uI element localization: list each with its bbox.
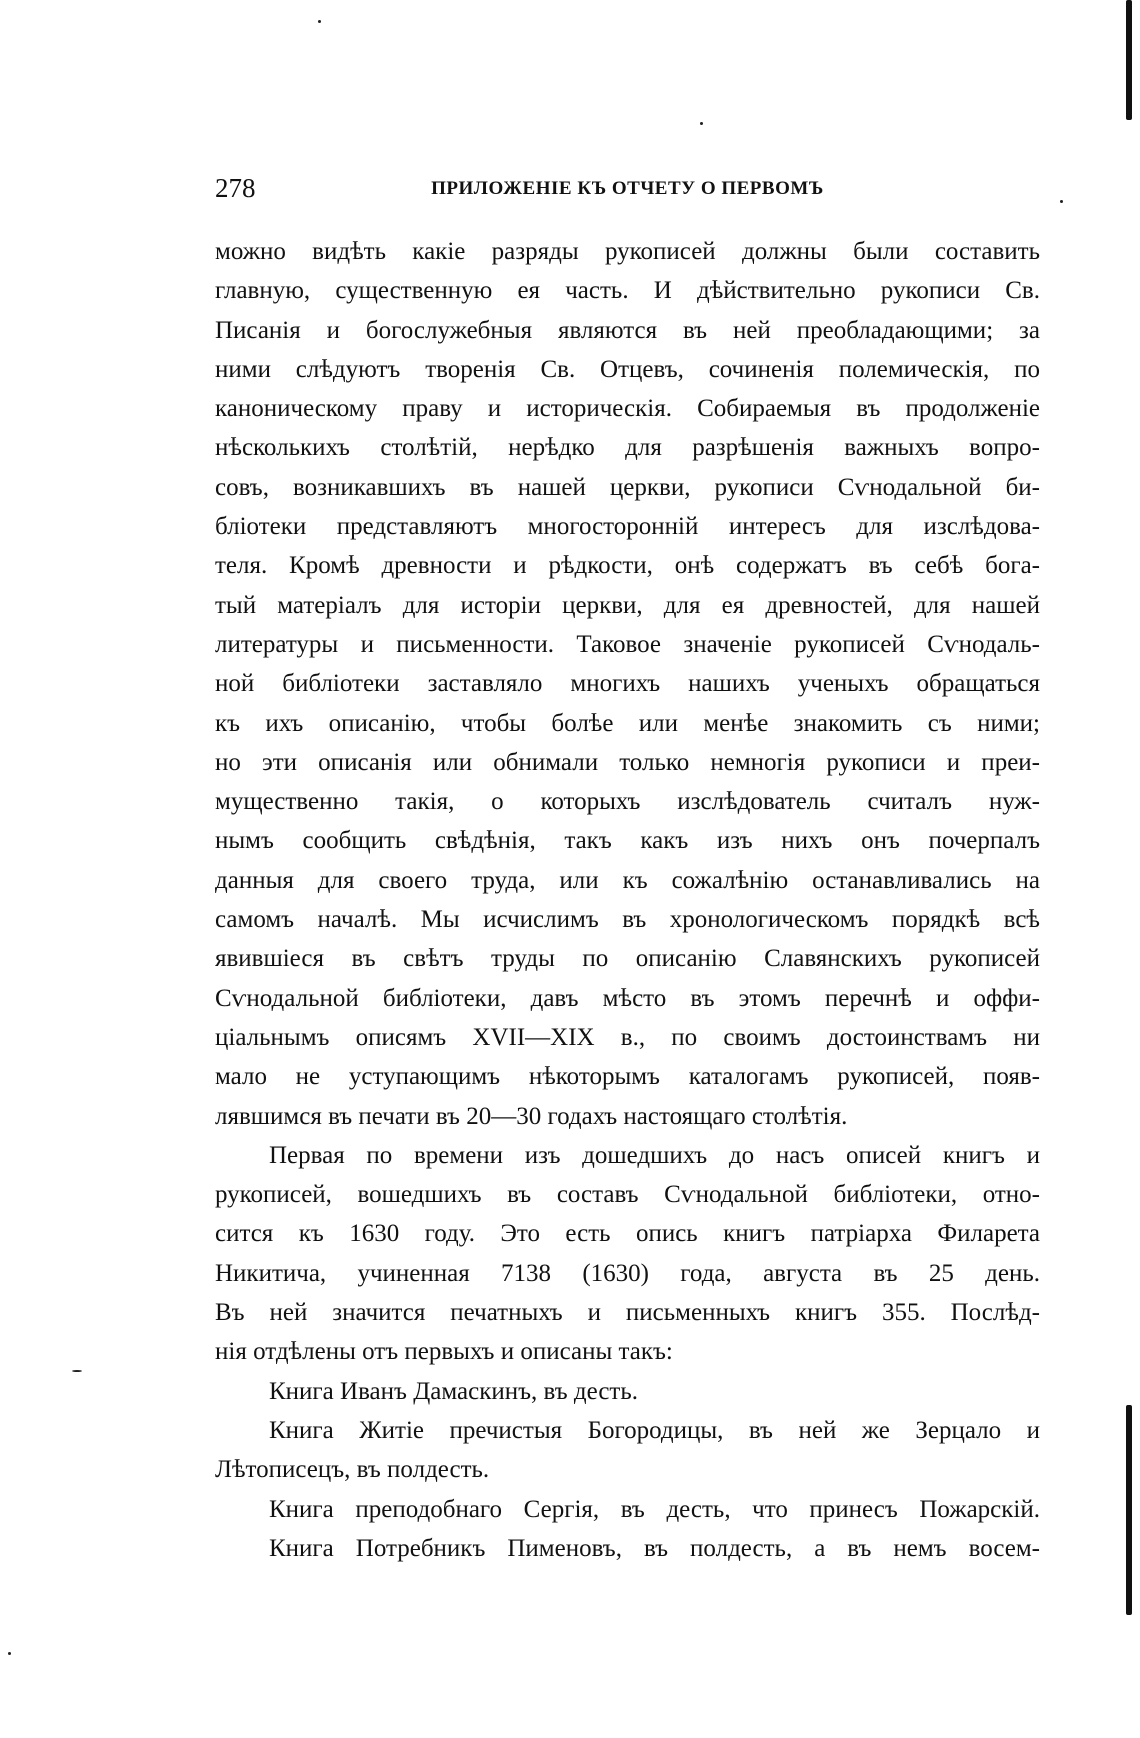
text-line: явившіеся въ свѣтъ труды по описанію Славянскихъ рукописей xyxy=(215,945,1040,973)
body-text xyxy=(215,232,1040,1568)
page-header xyxy=(215,172,1040,204)
list-entry-1 xyxy=(215,1372,1040,1411)
text-line: литературы и письменности. Таковое значеніе рукописей Сѵнодаль- xyxy=(215,630,1040,658)
list-entry-3 xyxy=(215,1490,1040,1529)
text-line: Первая по времени изъ дошедшихъ до насъ описей книгъ и xyxy=(269,1141,1040,1169)
text-line: Лѣтописецъ, въ полдесть. xyxy=(215,1456,490,1484)
scan-speck xyxy=(72,1370,82,1372)
text-line: Писанія и богослужебныя являются въ ней преобладающими; за xyxy=(215,316,1040,344)
list-entry-4 xyxy=(215,1529,1040,1568)
text-line: Книга Иванъ Дамаскинъ, въ десть. xyxy=(269,1377,639,1405)
text-line: совъ, возникавшихъ въ нашей церкви, рукописи Сѵнодальной би- xyxy=(215,473,1040,501)
scan-speck xyxy=(700,122,703,125)
text-line: бліотеки представляютъ многосторонній интересъ для изслѣдова- xyxy=(215,513,1040,541)
text-line: ними слѣдуютъ творенія Св. Отцевъ, сочиненія полемическія, по xyxy=(215,355,1040,383)
text-line: ціальнымъ описямъ XVII—XIX в., по своимъ достоинствамъ ни xyxy=(215,1023,1040,1051)
text-line: рукописей, вошедшихъ въ составъ Сѵнодальной библіотеки, отно- xyxy=(215,1181,1040,1209)
text-line: Сѵнодальной библіотеки, давъ мѣсто въ этомъ перечнѣ и оффи- xyxy=(215,984,1040,1012)
text-line: Книга преподобнаго Сергія, въ десть, что принесъ Пожарскій. xyxy=(269,1495,1040,1523)
list-entry-2 xyxy=(215,1411,1040,1490)
text-line: Въ ней значится печатныхъ и письменныхъ книгъ 355. Послѣд- xyxy=(215,1299,1040,1327)
text-line: сится къ 1630 году. Это есть опись книгъ патріарха Филарета xyxy=(215,1220,1040,1248)
text-line: главную, существенную ея часть. И дѣйствительно рукописи Св. xyxy=(215,277,1040,305)
text-line: нія отдѣлены отъ первыхъ и описаны такъ: xyxy=(215,1338,673,1366)
text-line: лявшимся въ печати въ 20—30 годахъ настоящаго столѣтія. xyxy=(215,1102,848,1130)
text-line: теля. Кромѣ древности и рѣдкости, онѣ содержатъ въ себѣ бога- xyxy=(215,552,1040,580)
text-line: Книга Потребникъ Пименовъ, въ полдесть, а въ немъ восем- xyxy=(269,1534,1040,1562)
text-line: каноническому праву и историческія. Собираемыя въ продолженіе xyxy=(215,395,1040,423)
scan-speck xyxy=(1060,200,1063,203)
paragraph-2 xyxy=(215,1136,1040,1372)
text-line: данныя для своего труда, или къ сожалѣнію останавливались на xyxy=(215,866,1040,894)
scan-edge-mark-top xyxy=(1126,0,1132,120)
text-line: Книга Житіе пречистыя Богородицы, въ ней же Зерцало и xyxy=(269,1416,1040,1444)
scan-speck xyxy=(318,20,321,23)
scan-edge-mark-bottom xyxy=(1126,1405,1132,1615)
scan-speck xyxy=(8,1652,11,1655)
text-line: но эти описанія или обнимали только немногія рукописи и преи- xyxy=(215,748,1040,776)
text-line: самомъ началѣ. Мы исчислимъ въ хронологическомъ порядкѣ всѣ xyxy=(215,906,1040,934)
text-line: нымъ сообщить свѣдѣнія, такъ какъ изъ нихъ онъ почерпалъ xyxy=(215,827,1040,855)
text-line: Никитича, учиненная 7138 (1630) года, августа въ 25 день. xyxy=(215,1259,1040,1287)
text-line: можно видѣть какіе разряды рукописей должны были составить xyxy=(215,238,1040,265)
text-line: къ ихъ описанію, чтобы болѣе или менѣе знакомить съ ними; xyxy=(215,709,1040,737)
running-title: ПРИЛОЖЕНІЕ КЪ ОТЧЕТУ О ПЕРВОМЪ xyxy=(431,178,824,199)
text-line: мущественно такія, о которыхъ изслѣдователь считалъ нуж- xyxy=(215,788,1040,816)
text-line: ной библіотеки заставляло многихъ нашихъ ученыхъ обращаться xyxy=(215,670,1040,698)
page-number: 278 xyxy=(215,173,256,203)
text-line: мало не уступающимъ нѣкоторымъ каталогамъ рукописей, появ- xyxy=(215,1063,1040,1091)
text-line: тый матеріалъ для исторіи церкви, для ея древностей, для нашей xyxy=(215,591,1040,619)
paragraph-1 xyxy=(215,232,1040,1136)
text-line: нѣсколькихъ столѣтій, нерѣдко для разрѣшенія важныхъ вопро- xyxy=(215,434,1040,462)
